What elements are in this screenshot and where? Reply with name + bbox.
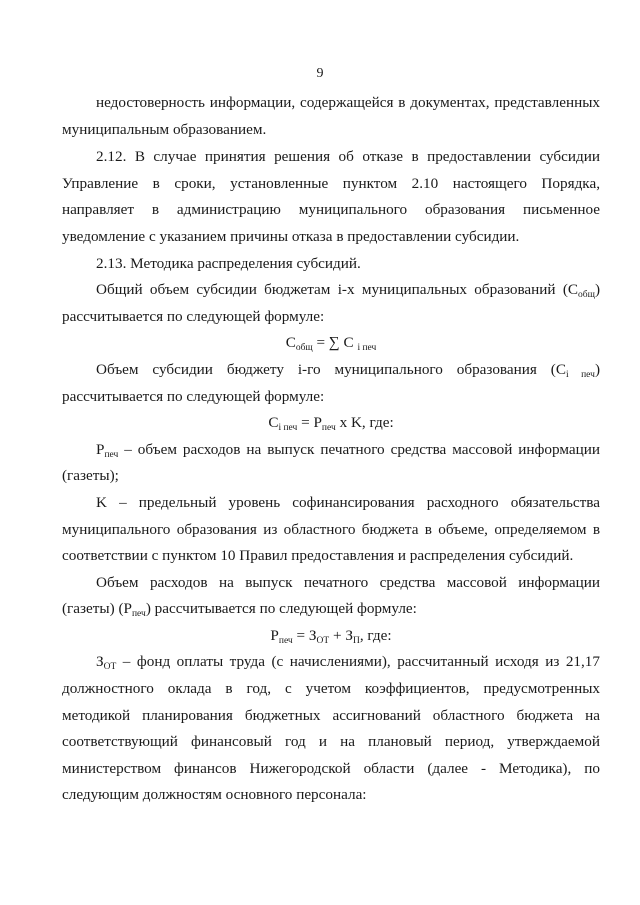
paragraph-total-subsidy bbox=[62, 277, 600, 330]
formula-total bbox=[62, 330, 600, 357]
definition-p bbox=[62, 437, 600, 490]
subscript: печ bbox=[278, 635, 293, 646]
subscript: печ bbox=[321, 423, 336, 434]
paragraph-continuation: недостоверность информации, содержащейся в документах, представленных муниципальным образованием. bbox=[62, 94, 600, 138]
text: ) рассчитывается по следующей формуле: bbox=[145, 600, 417, 618]
formula-term: + З bbox=[329, 626, 353, 644]
formula-expenses bbox=[62, 623, 600, 650]
formula-term: = P bbox=[297, 414, 322, 432]
text: Объем расходов на выпуск печатного средства массовой информации (газеты) (P bbox=[62, 573, 600, 618]
text: ) рассчитывается по следующей формуле: bbox=[62, 360, 600, 405]
symbol: З bbox=[96, 653, 104, 671]
formula-municipal bbox=[62, 410, 600, 437]
subscript: i печ bbox=[357, 343, 377, 354]
paragraph-2-13-heading: 2.13. Методика распределения субсидий. bbox=[96, 254, 361, 272]
subscript: ОТ bbox=[316, 635, 330, 646]
subscript: i печ bbox=[565, 369, 595, 380]
formula-term: C bbox=[268, 414, 279, 432]
text: – объем расходов на выпуск печатного средства массовой информации (газеты); bbox=[62, 440, 600, 485]
formula-term: P bbox=[270, 626, 279, 644]
formula-term: = З bbox=[292, 626, 317, 644]
page-number: 9 bbox=[316, 66, 324, 81]
formula-term: , где: bbox=[359, 626, 392, 644]
definition-z-ot bbox=[62, 649, 600, 809]
subscript: печ bbox=[104, 449, 119, 460]
text: ) рассчитывается по следующей формуле: bbox=[62, 281, 600, 325]
paragraph-municipal-subsidy bbox=[62, 357, 600, 410]
subscript: П bbox=[352, 635, 360, 646]
subscript: печ bbox=[131, 609, 146, 620]
symbol: P bbox=[96, 440, 105, 458]
text: Объем субсидии бюджету i-го муниципального образования (C bbox=[96, 360, 566, 378]
document-body bbox=[62, 90, 600, 809]
text: – фонд оплаты труда (с начислениями), рассчитанный исходя из 21,17 должностного оклада в год, с учетом коэффициентов, предусмотренных методикой планирования бюджетных ассигнований областного бюджета на соответствующий финансовый год и на плановый период, утверждаемой министерством финансов Нижегородской области (далее - Методика), по следующим должностям основного персонала: bbox=[62, 653, 600, 804]
paragraph-2-12: 2.12. В случае принятия решения об отказе в предоставлении субсидии Управление в сроки, установленные пунктом 2.10 настоящего Порядка, направляет в администрацию муниципального образования письменное уведомление с указанием причины отказа в предоставлении субсидии. bbox=[62, 148, 600, 245]
formula-term: = ∑ C bbox=[312, 334, 358, 352]
text: Общий объем субсидии бюджетам i-х муниципальных образований (C bbox=[96, 281, 579, 299]
formula-term: x K, где: bbox=[335, 414, 394, 432]
subscript: общ bbox=[578, 290, 595, 301]
subscript: i печ bbox=[278, 423, 298, 434]
subscript: ОТ bbox=[103, 662, 117, 673]
subscript: общ bbox=[295, 343, 313, 354]
formula-term: C bbox=[285, 334, 296, 352]
paragraph-expenses bbox=[62, 570, 600, 623]
definition-k: K – предельный уровень софинансирования расходного обязательства муниципального образования из областного бюджета в объеме, определяемом в соответствии с пунктом 10 Правил предоставления и распределения субсидий. bbox=[62, 493, 600, 565]
